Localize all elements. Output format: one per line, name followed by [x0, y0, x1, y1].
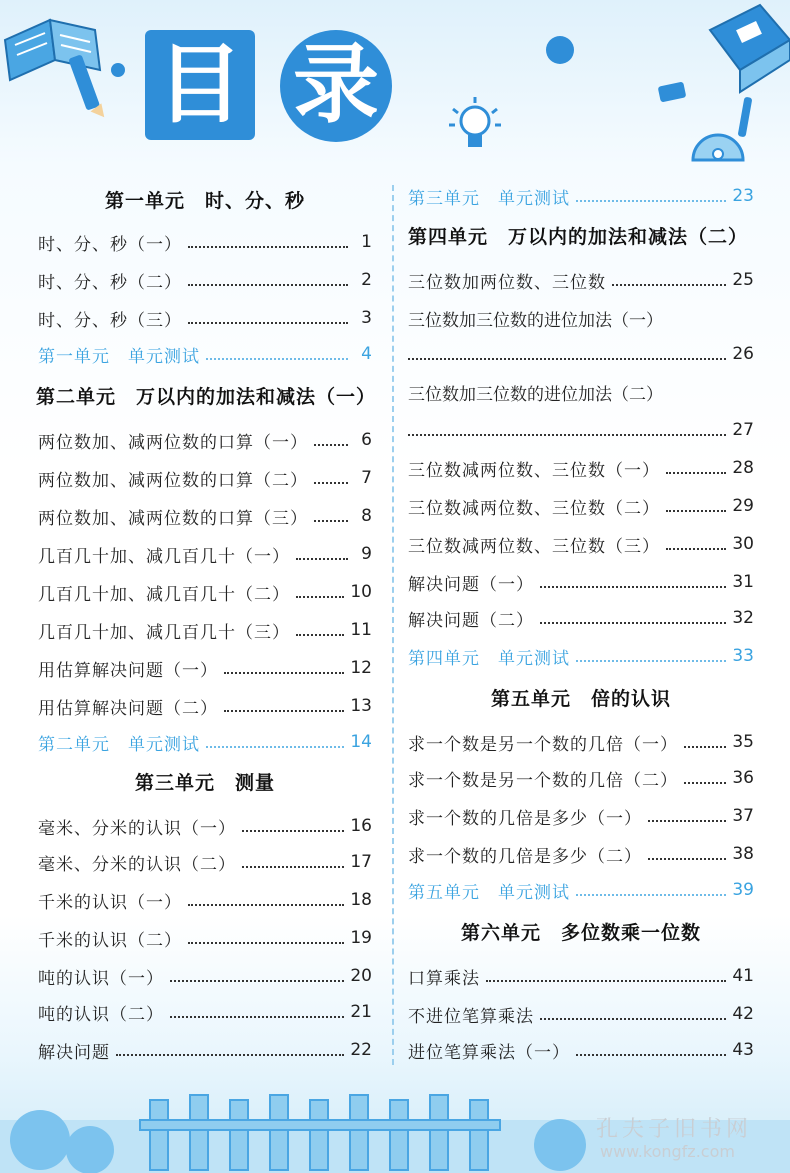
pencil-icon [55, 50, 115, 130]
toc-entry-label: 毫米、分米的认识（二） [38, 854, 236, 875]
unit-heading: 第五单元 倍的认识 [490, 688, 671, 710]
leader-dots [242, 820, 344, 832]
toc-entry-label: 两位数加、减两位数的口算（一） [38, 432, 308, 453]
toc-entry-label: 三位数加两位数、三位数 [408, 272, 606, 293]
toc-entry[interactable] [38, 848, 372, 876]
toc-entry-label: 时、分、秒（一） [38, 234, 182, 255]
toc-entry[interactable] [408, 530, 754, 558]
toc-entry-continued[interactable] [408, 416, 754, 444]
toc-entry-page: 22 [350, 1040, 372, 1060]
toc-entry[interactable] [408, 378, 754, 406]
toc-entry-page: 14 [350, 732, 372, 752]
toc-entry-label: 三位数减两位数、三位数（二） [408, 498, 660, 519]
toc-entry-page: 16 [350, 816, 372, 836]
toc-entry[interactable] [38, 578, 372, 606]
toc-entry-label: 吨的认识（二） [38, 1004, 164, 1025]
toc-entry-label: 求一个数的几倍是多少（一） [408, 808, 642, 829]
leader-dots [188, 312, 348, 324]
toc-entry-page: 19 [350, 928, 372, 948]
toc-entry-label: 不进位笔算乘法 [408, 1006, 534, 1027]
toc-entry[interactable] [408, 604, 754, 632]
toc-entry[interactable] [408, 266, 754, 294]
toc-entry[interactable] [38, 654, 372, 682]
toc-entry-page: 33 [732, 646, 754, 666]
toc-entry[interactable] [38, 502, 372, 530]
pen-icon [735, 95, 755, 145]
leader-dots [242, 856, 344, 868]
toc-entry-page: 35 [732, 732, 754, 752]
watermark-url: www.kongfz.com [600, 1142, 735, 1161]
toc-entry-label: 千米的认识（一） [38, 892, 182, 913]
leader-dots [206, 348, 348, 360]
toc-entry[interactable] [408, 962, 754, 990]
leader-dots [314, 472, 348, 484]
leader-dots [296, 548, 348, 560]
unit-heading: 第二单元 万以内的加法和减法（一） [36, 386, 377, 408]
toc-entry-label: 几百几十加、减几百几十（三） [38, 622, 290, 643]
toc-entry-page: 12 [350, 658, 372, 678]
toc-entry-page: 39 [732, 880, 754, 900]
leader-dots [296, 624, 344, 636]
leader-dots [576, 190, 726, 202]
toc-entry-page: 6 [361, 430, 372, 450]
toc-unit-test-entry[interactable] [408, 642, 754, 670]
lightbulb-icon [445, 95, 505, 165]
toc-entry-page: 29 [732, 496, 754, 516]
watermark-text: 孔夫子旧书网 [596, 1117, 753, 1142]
leader-dots [188, 236, 348, 248]
toc-entry[interactable] [408, 568, 754, 596]
toc-entry-page: 28 [732, 458, 754, 478]
toc-entry-page: 36 [732, 768, 754, 788]
toc-unit-test-entry[interactable] [38, 340, 372, 368]
toc-unit-test-entry[interactable] [38, 728, 372, 756]
toc-title [145, 30, 395, 150]
toc-entry-label: 口算乘法 [408, 968, 480, 989]
toc-entry[interactable] [38, 426, 372, 454]
toc-entry[interactable] [408, 764, 754, 792]
column-divider [392, 185, 394, 1065]
toc-entry-page: 42 [732, 1004, 754, 1024]
leader-dots [666, 462, 726, 474]
toc-entry-page: 18 [350, 890, 372, 910]
unit-heading: 第六单元 多位数乘一位数 [460, 922, 701, 944]
leader-dots [486, 970, 726, 982]
toc-entry[interactable] [38, 812, 372, 840]
toc-entry-page: 8 [361, 506, 372, 526]
toc-entry-label: 第一单元 单元测试 [38, 346, 200, 367]
toc-entry-label: 求一个数的几倍是多少（二） [408, 846, 642, 867]
title-char-2: 录 [280, 30, 392, 142]
toc-unit-test-entry[interactable] [408, 876, 754, 904]
leader-dots [540, 1008, 726, 1020]
toc-entry-page: 17 [350, 852, 372, 872]
leader-dots [576, 884, 726, 896]
toc-entry-page: 21 [350, 1002, 372, 1022]
leader-dots [188, 894, 344, 906]
toc-entry-page: 3 [361, 308, 372, 328]
notebook-icon [700, 0, 790, 110]
toc-entry-label: 吨的认识（一） [38, 968, 164, 989]
toc-entry-label: 千米的认识（二） [38, 930, 182, 951]
toc-entry[interactable] [38, 464, 372, 492]
toc-entry[interactable] [408, 492, 754, 520]
leader-dots [576, 650, 726, 662]
toc-entry-page: 7 [361, 468, 372, 488]
title-char-1: 目 [145, 30, 255, 140]
toc-entry[interactable] [38, 1036, 372, 1064]
leader-dots [314, 510, 348, 522]
unit-heading: 第三单元 测量 [134, 772, 275, 794]
toc-entry-page: 43 [732, 1040, 754, 1060]
toc-entry-page: 11 [350, 620, 372, 640]
toc-entry-label: 几百几十加、减几百几十（二） [38, 584, 290, 605]
toc-entry-label: 解决问题 [38, 1042, 110, 1063]
leader-dots [116, 1044, 344, 1056]
toc-entry-label: 时、分、秒（二） [38, 272, 182, 293]
unit-heading: 第一单元 时、分、秒 [104, 190, 305, 212]
leader-dots [170, 970, 344, 982]
leader-dots [314, 434, 348, 446]
toc-entry[interactable] [38, 692, 372, 720]
toc-entry[interactable] [408, 304, 754, 332]
toc-entry-label: 解决问题（一） [408, 574, 534, 595]
toc-entry-page: 9 [361, 544, 372, 564]
leader-dots [648, 810, 726, 822]
leader-dots [612, 274, 726, 286]
toc-entry-label: 三位数减两位数、三位数（一） [408, 460, 660, 481]
toc-entry-page: 10 [350, 582, 372, 602]
leader-dots [296, 586, 344, 598]
leader-dots [666, 500, 726, 512]
toc-entry-label: 三位数加三位数的进位加法（二） [408, 384, 663, 405]
toc-entry[interactable] [38, 228, 372, 256]
leader-dots [408, 424, 726, 436]
leader-dots [224, 700, 344, 712]
leader-dots [540, 612, 726, 624]
toc-entry-page: 26 [732, 344, 754, 364]
toc-entry[interactable] [38, 266, 372, 294]
toc-entry-label: 第五单元 单元测试 [408, 882, 570, 903]
toc-entry[interactable] [38, 886, 372, 914]
toc-entry-page: 32 [732, 608, 754, 628]
toc-entry-label: 求一个数是另一个数的几倍（二） [408, 770, 678, 791]
toc-entry-page: 20 [350, 966, 372, 986]
leader-dots [540, 576, 726, 588]
toc-entry[interactable] [38, 924, 372, 952]
toc-entry-page: 1 [361, 232, 372, 252]
toc-entry-label: 用估算解决问题（二） [38, 698, 218, 719]
shape-icon [540, 30, 580, 70]
toc-entry-continued[interactable] [408, 340, 754, 368]
leader-dots [408, 348, 726, 360]
toc-entry-page: 31 [732, 572, 754, 592]
toc-entry[interactable] [38, 304, 372, 332]
leader-dots [666, 538, 726, 550]
toc-entry-label: 两位数加、减两位数的口算（三） [38, 508, 308, 529]
unit-heading: 第四单元 万以内的加法和减法（二） [408, 226, 749, 248]
toc-entry[interactable] [38, 998, 372, 1026]
leader-dots [684, 772, 726, 784]
toc-entry-page: 4 [361, 344, 372, 364]
toc-entry[interactable] [38, 962, 372, 990]
toc-entry[interactable] [408, 802, 754, 830]
toc-entry-page: 27 [732, 420, 754, 440]
toc-entry[interactable] [408, 840, 754, 868]
toc-entry-page: 23 [732, 186, 754, 206]
toc-entry-page: 13 [350, 696, 372, 716]
toc-entry-page: 37 [732, 806, 754, 826]
toc-entry[interactable] [408, 1000, 754, 1028]
toc-entry[interactable] [38, 616, 372, 644]
toc-entry-page: 41 [732, 966, 754, 986]
leader-dots [188, 932, 344, 944]
toc-entry-label: 时、分、秒（三） [38, 310, 182, 331]
leader-dots [684, 736, 726, 748]
toc-entry-label: 用估算解决问题（一） [38, 660, 218, 681]
leader-dots [170, 1006, 344, 1018]
toc-entry-label: 进位笔算乘法（一） [408, 1042, 570, 1063]
toc-entry-label: 两位数加、减两位数的口算（二） [38, 470, 308, 491]
toc-entry-label: 毫米、分米的认识（一） [38, 818, 236, 839]
leader-dots [224, 662, 344, 674]
toc-unit-test-entry[interactable] [408, 182, 754, 210]
leader-dots [206, 736, 344, 748]
toc-entry-label: 解决问题（二） [408, 610, 534, 631]
toc-entry-page: 2 [361, 270, 372, 290]
toc-entry-label: 第四单元 单元测试 [408, 648, 570, 669]
bubble-icon [108, 60, 128, 80]
header [0, 0, 790, 170]
toc-entry-label: 第三单元 单元测试 [408, 188, 570, 209]
toc-entry[interactable] [38, 540, 372, 568]
eraser-icon [655, 78, 691, 106]
toc-entry-label: 求一个数是另一个数的几倍（一） [408, 734, 678, 755]
toc-entry-label: 第二单元 单元测试 [38, 734, 200, 755]
leader-dots [576, 1044, 726, 1056]
leader-dots [188, 274, 348, 286]
toc-entry[interactable] [408, 728, 754, 756]
toc-entry-label: 几百几十加、减几百几十（一） [38, 546, 290, 567]
toc-entry-label: 三位数加三位数的进位加法（一） [408, 310, 663, 331]
toc-entry-page: 30 [732, 534, 754, 554]
toc-entry-page: 25 [732, 270, 754, 290]
toc-entry-label: 三位数减两位数、三位数（三） [408, 536, 660, 557]
toc-entry[interactable] [408, 1036, 754, 1064]
leader-dots [648, 848, 726, 860]
toc-entry[interactable] [408, 454, 754, 482]
toc-entry-page: 38 [732, 844, 754, 864]
